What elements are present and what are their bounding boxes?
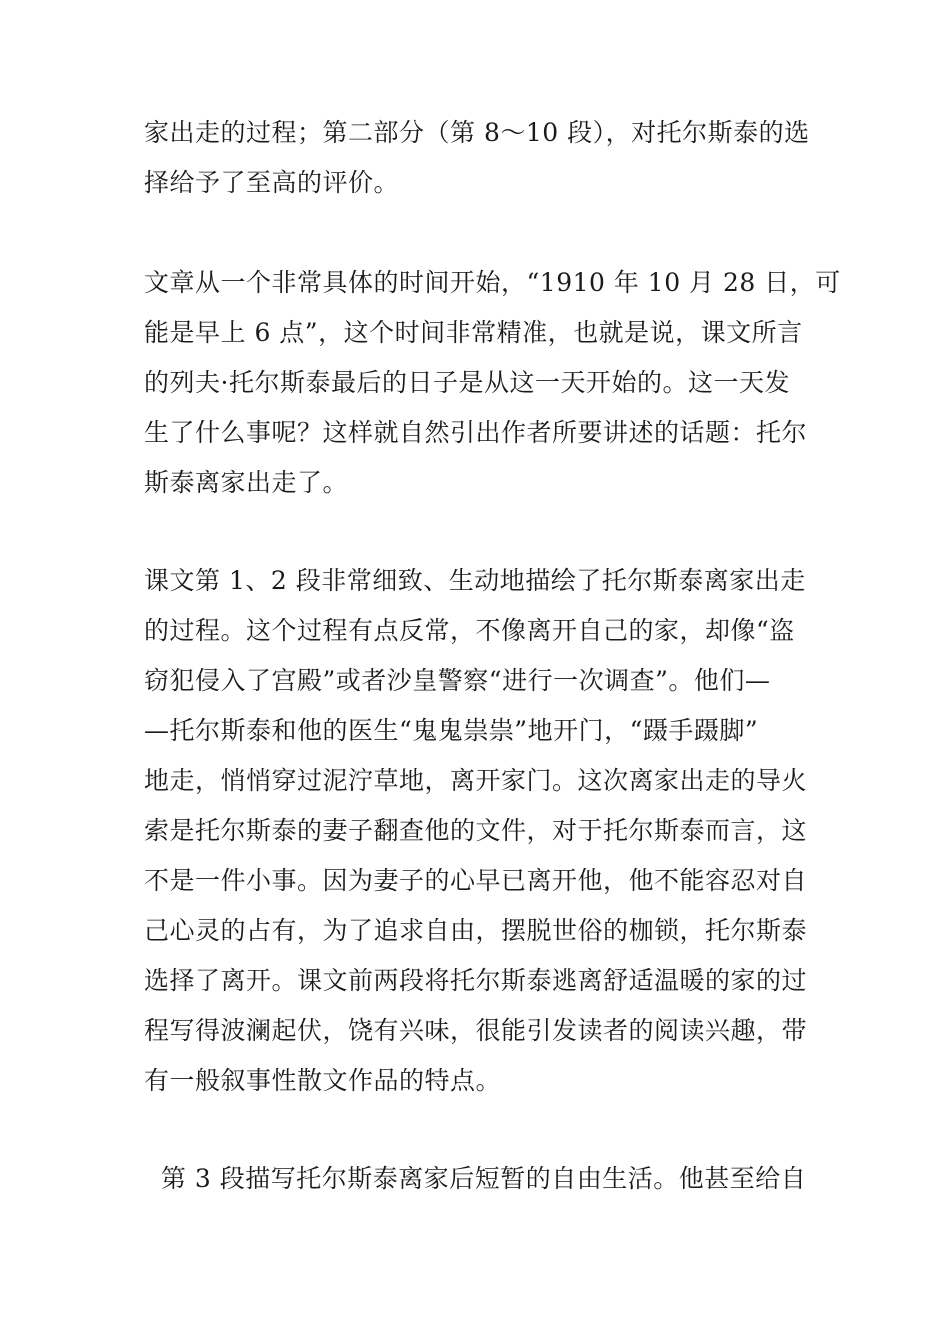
text-line: 不是一件小事。因为妻子的心早已离开他，他不能容忍对自 [144,866,808,895]
text-line: 第 3 段描写托尔斯泰离家后短暂的自由生活。他甚至给自 [144,1164,807,1193]
text-line: 窃犯侵入了宫殿”或者沙皇警察“进行一次调查”。他们— [144,666,771,695]
text-line: 择给予了至高的评价。 [144,168,400,197]
text-line: 的过程。这个过程有点反常，不像离开自己的家，却像“盗 [144,616,795,645]
text-line: 能是早上 6 点”，这个时间非常精准，也就是说，课文所言 [144,318,803,347]
text-line: 索是托尔斯泰的妻子翻查他的文件，对于托尔斯泰而言，这 [144,816,808,845]
text-line: 地走，悄悄穿过泥泞草地，离开家门。这次离家出走的导火 [144,766,808,795]
text-line: 选择了离开。课文前两段将托尔斯泰逃离舒适温暖的家的过 [144,966,808,995]
text-line: 文章从一个非常具体的时间开始，“1910 年 10 月 28 日，可 [144,268,841,297]
text-line: —托尔斯泰和他的医生“鬼鬼祟祟”地开门，“蹑手蹑脚” [144,716,759,745]
text-line: 己心灵的占有，为了追求自由，摆脱世俗的枷锁，托尔斯泰 [144,916,808,945]
text-line: 斯泰离家出走了。 [144,468,349,497]
text-line: 生了什么事呢？这样就自然引出作者所要讲述的话题：托尔 [144,418,808,447]
text-line: 有一般叙事性散文作品的特点。 [144,1066,502,1095]
text-line: 课文第 1、2 段非常细致、生动地描绘了托尔斯泰离家出走 [144,566,806,595]
text-line: 程写得波澜起伏，饶有兴味，很能引发读者的阅读兴趣，带 [144,1016,808,1045]
text-line: 家出走的过程；第二部分（第 8～10 段），对托尔斯泰的选 [144,118,810,147]
text-line: 的列夫·托尔斯泰最后的日子是从这一天开始的。这一天发 [144,368,790,397]
